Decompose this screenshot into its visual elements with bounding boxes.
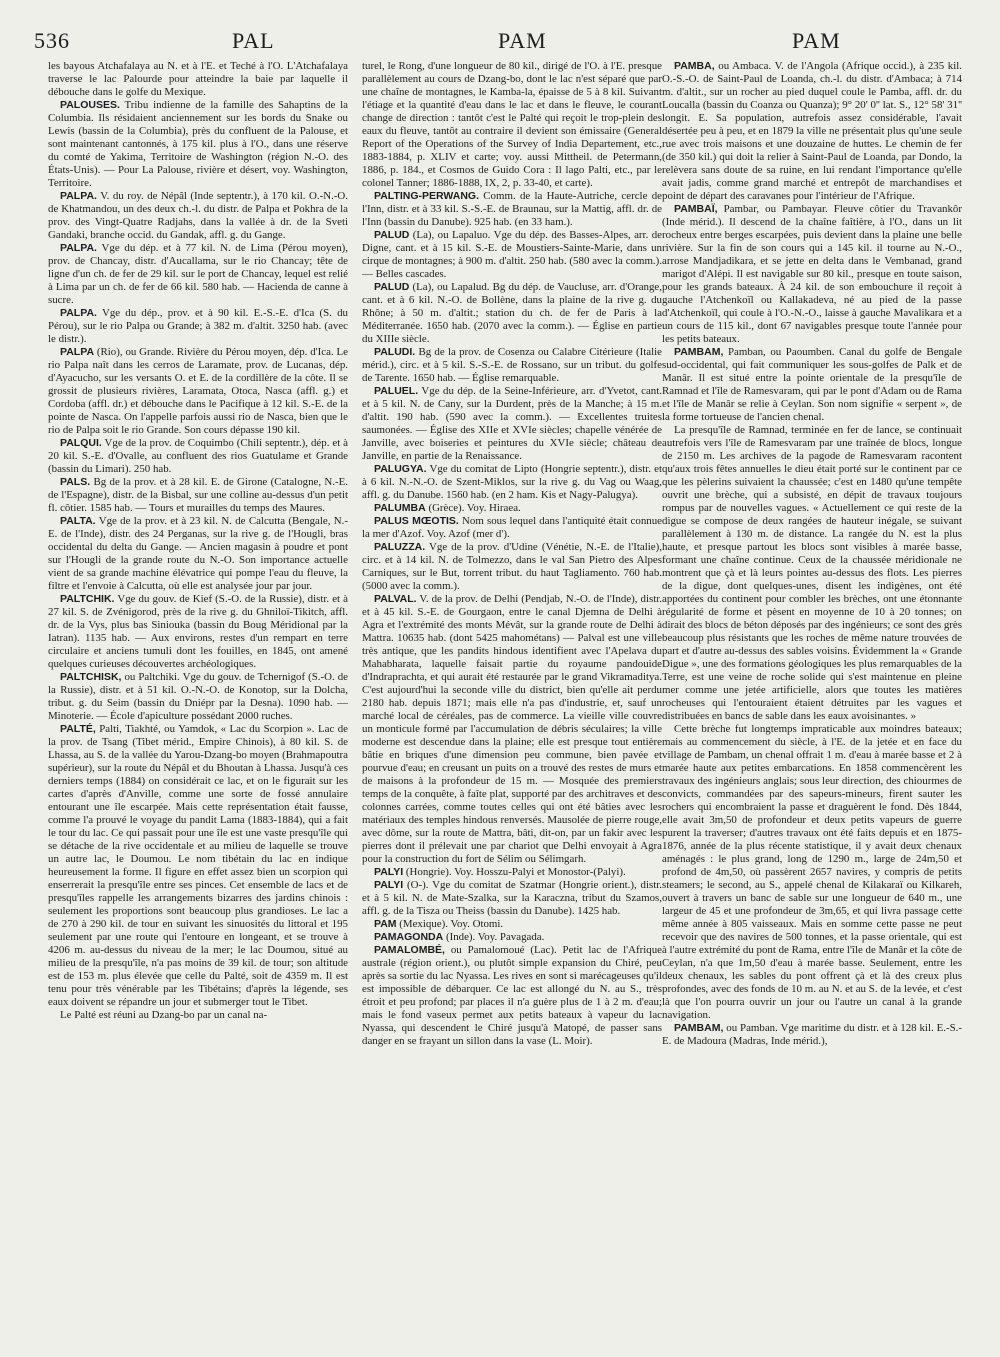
entry-text: Palti, Tiakhté, ou Yamdok, « Lac du Scorpion ». Lac de la prov. de Tsang (Tibet mérid., Empire Chinois), à 80 kil. S. de Lhassa, au S. de la vallée du Yarou-Dzang-bo moyen (Brahmapoutra supérieur), sur la route du Népâl et du Bhoutan à Lhassa. Jusqu'à ces derniers temps (1884) on considérait ce lac, et on le figurait sur les cartes d'après d'Anville, comme une sorte de fossé annulaire entourant une île escarpée. Mais cette représentation était fausse, comme l'a prouvé le voyage du pandit Lama (1883-1884), qui a fait le tour du lac. Ce qui passait pour une île est une vaste presqu'île qui se détache de la rive occidentale et au milieu de laquelle se trouve un autre lac, le Doumou. Le nom tibétain du lac en indique heureusement la forme. Il figure en effet assez bien un scorpion qui enserrerait la presqu'île entre ses pinces. Cet ensemble de lacs et de presqu'îles rappelle les arrangements bizarres des jardins chinois : seulement les proportions sont beaucoup plus grandioses. Le lac a de 270 à 290 kil. de tour en suivant les sinuosités du littoral et 195 seulement par une route qui l'entoure en longeant, et se trouve à 4206 m. au-dessus du niveau de la mer; le lac Doumou, situé au milieu de la presqu'île, n'a pas moins de 39 kil. de tour; son altitude est de 153 m. plus élevée que celle du Palté, soit de 4359 m. Il est tenu pour très vénérable par les Tibétains; d'après la légende, ses eaux doivent se répandre un jour et submerger tout le Tibet. xyxy=(48,723,348,1008)
entry-text: ou Pamalomoué (Lac). Petit lac de l'Afrique australe (région orient.), ou plutôt simple expansion du Chiré, peu après sa sortie du lac Nyassa. Les rives en sont si marécageuses qu'il est impossible de débarquer. Ce lac est allongé du N. au S., très étroit et peu profond; par places il n'a guère plus de 1 à 2 m. d'eau; mais le fond vaseux permet aux petits bateaux à vapeur du lac Nyassa, qui descendent le Chiré jusqu'à Matopé, de passer sans danger en se frayant un sillon dans la vase (L. Moir). xyxy=(362,944,662,1047)
dictionary-entry xyxy=(662,424,962,723)
entry-text: Nom sous lequel dans l'antiquité était connue la mer d'Azof. Voy. Azof (mer d'). xyxy=(362,515,662,540)
dictionary-entry xyxy=(362,931,662,944)
entry-headword: PAM xyxy=(374,918,397,930)
entry-text: (La), ou Lapaluo. Vge du dép. des Basses-Alpes, arr. de Digne, cant. et à 15 kil. S.-E. de Moustiers-Sainte-Marie, dans un cirque de montagnes; à 900 m. d'altit. 250 hab. (580 avec la comm.). — Belles cascades. xyxy=(362,229,662,280)
dictionary-entry xyxy=(362,515,662,541)
entry-text: Vge de la prov. d'Udine (Vénétie, N.-E. de l'Italie), circ. et à 14 kil. N. de Tolmezzo, dans le val San Pietro des Alpes Carniques, sur le But, torrent tribut. du haut Tagliamento. 760 hab. (5000 avec la comm.). xyxy=(362,541,662,592)
entry-headword: PALUEL. xyxy=(374,385,419,397)
entry-text: Pambar, ou Pambayar. Fleuve côtier du Travankôr (Inde mérid.). Il descend de la chaîne faîtière, à l'O., dans un lit rocheux entre berges escarpées, puis devient dans la plaine une belle rivière. Sur la fin de son cours qui a 145 kil. il tourne au N.-O., arrose Mandjadikara, et se jette en delta dans le Vembanad, grand marigot d'Alépi. Il est navigable sur 80 kil., presque en toute saison, pour les grands bateaux. À 24 kil. de son embouchure il reçoit à gauche l'Atchenkoïl ou Kallakadeva, né au pied de la passe d'Atchenkoïl, qui coule à l'O.-N.-O., laisse à gauche Mavalikara et a un cours de 115 kil., dont 67 navigables presque toute l'année pour les petits bateaux. xyxy=(662,203,962,345)
running-header xyxy=(0,0,1000,60)
entry-headword: PAMALOMBÉ, xyxy=(374,944,445,956)
entry-headword: PALPA. xyxy=(60,190,97,202)
dictionary-entry xyxy=(362,281,662,346)
running-head-center: PAM xyxy=(498,28,547,53)
dictionary-entry xyxy=(48,190,348,242)
entry-headword: PALTÉ, xyxy=(60,723,96,735)
entry-text: (Rio), ou Grande. Rivière du Pérou moyen, dép. d'Ica. Le rio Palpa naît dans les cerros de Laramate, prov. de Lucanas, dép. d'Ayacucho, sur les versants O. et E. de la cordillère de la côte. Il se grossit de plusieurs rivières, Laramata, Otoca, Nasca (affl. g.) et Cordoba (affl. dr.) et débouche dans le Pacifique à 12 kil. S.-E. de la pointe de Nasca. On l'appelle parfois aussi rio de Nasca, bien que le rio de Palpa soit le rio Grande. Son cours dépasse 190 kil. xyxy=(48,346,348,436)
running-head-right: PAM xyxy=(792,28,841,53)
entry-text: Vge de la prov. et à 23 kil. N. de Calcutta (Bengale, N.-E. de l'Inde), distr. des 24 Perganas, sur la rive g. de l'Hougli, bras occidental du delta du Gange. — Ancien magasin à poudre et pont sur l'Hougli de la grande route du N.-O. Son importance actuelle vient de sa grande machine élévatrice qui pompe l'eau du fleuve, la filtre et l'envoie à Calcutta, où elle est analysée jour par jour. xyxy=(48,515,348,592)
entry-text: (Mexique). Voy. Otomi. xyxy=(396,918,504,930)
dictionary-entry xyxy=(362,463,662,502)
dictionary-entry xyxy=(662,1022,962,1048)
page-number: 536 xyxy=(34,28,70,53)
entry-text: Pamban, ou Paoumben. Canal du golfe de Bengale sud-occidental, qui fait communiquer les sous-golfes de Palk et de Manâr. Il est situé entre la pointe orientale de la presqu'île de Ramnad et l'île de Ramesvaram, qui par le pont d'Adam ou de Rama et l'île de Manâr se relie à Ceylan. Son nom signifie « serpent », de la forme tortueuse de l'ancien chenal. xyxy=(662,346,962,423)
entry-headword: PAMBAM, xyxy=(674,1022,724,1034)
entry-headword: PALUMBA xyxy=(374,502,426,514)
dictionary-entry xyxy=(48,593,348,671)
dictionary-entry xyxy=(362,346,662,385)
entry-headword: PALQUI. xyxy=(60,437,102,449)
entry-text: (O-). Vge du comitat de Szatmar (Hongrie orient.), distr. et à 5 kil. N. de Mate-Szalka, sur la Karaczna, tribut du Szamos, affl. g. de la Tisza ou Theiss (bassin du Danube). 1425 hab. xyxy=(362,879,662,917)
entry-text: La presqu'île de Ramnad, terminée en fer de lance, se continuait autrefois vers l'île de Ramesvaram par une traînée de blocs, longue de 2150 m. Les archives de la pagode de Ramesvaram racontent qu'aux trois fêtes annuelles le dieu était porté sur le continent par ce que les pèlerins suivaient la chaussée; c'est en 1480 qu'une tempête ouvrit une brèche, qui a subsisté, en dépit de travaux toujours rompus par de nouvelles vagues. « Actuellement ce qui reste de la digue se compose de deux rangées de hauteur inégale, se suivant parallèlement à 130 m. de distance. La rangée du N. est la plus haute, et presque partout les blocs sont visibles à marée basse, formant une chaîne continue. Ceux de la chaussée méridionale ne montrent que çà et là leurs pointes au-dessus des flots. Les pierres de la digue, dont quelques-unes, disent les indigènes, ont été apportées du continent pour combler les brèches, ont une étonnante régularité de forme et pèsent en moyenne de 10 à 20 tonnes; on dirait des blocs de béton déposés par des ingénieurs; ce sont des grès beaucoup plus résistants que les roches de même nature trouvées de part et d'autre au-dessus des sables voisins. Évidemment la « Grande Digue », une des formations géologiques les plus remarquables de la Terre, est une veine de roche solide qui s'est maintenue en pleine mer comme une jetée artificielle, alors que toutes les matières rocheuses qui l'entouraient étaient détruites par les vagues et distribuées en bancs de sable dans les eaux avoisinantes. » xyxy=(662,424,962,722)
dictionary-entry xyxy=(662,346,962,424)
dictionary-entry xyxy=(48,307,348,346)
dictionary-entry xyxy=(362,502,662,515)
entry-headword: PALPA xyxy=(60,346,95,358)
entry-text: les bayous Atchafalaya au N. et à l'E. et Teché à l'O. L'Atchafalaya traverse le lac Palourde pour atteindre la baie par laquelle il débouche dans le golfe du Mexique. xyxy=(48,60,348,98)
column-3 xyxy=(662,60,962,1350)
entry-headword: PAMBAM, xyxy=(674,346,724,358)
entry-text: ou Pamban. Vge maritime du distr. et à 128 kil. E.-S.-E. de Madoura (Madras, Inde mérid.), xyxy=(662,1022,962,1047)
entry-text: ou Ambaca. V. de l'Angola (Afrique occid.), à 235 kil. O.-S.-O. de Saint-Paul de Loanda, ch.-l. du distr. d'Ambaca; à 714 m. d'altit., sur un rocher au pied duquel coule le Pamba, affl. dr. du Loucalla (bassin du Coanza ou Quanza); 9° 20' 0'' lat. S., 12° 58' 31'' longit. E. Sa population, autrefois assez considérable, l'avait désertée peu à peu, et en 1879 la ville ne présentait plus qu'une seule rue avec trois maisons et une douzaine de huttes. Le chemin de fer (de 350 kil.) qui doit la relier à Saint-Paul de Loanda, par Dondo, la relèvera sans doute de sa ruine, en lui rendant l'importance qu'elle avait jadis, comme grand marché et entrepôt de marchandises et point de départ des caravanes pour l'intérieur de l'Afrique. xyxy=(662,60,962,202)
entry-text: Vge du gouv. de Kief (S.-O. de la Russie), distr. et à 27 kil. S. de Zvénigorod, près de la rive g. du Ghniloï-Tikitch, affl. dr. de la Vys, plus bas Siniouka (bassin du Boug Méridional par la Iatran). 1135 hab. — Aux environs, restes d'un rempart en terre circulaire et anciens tumuli dont les fouilles, en 1845, ont amené quelques curieuses découvertes archéologiques. xyxy=(48,593,348,670)
entry-text: V. de la prov. de Delhi (Pendjab, N.-O. de l'Inde), distr. et à 45 kil. S.-E. de Gourgaon, entre le canal Djemna de Delhi à Agra et l'extrémité des monts Mévât, sur la grande route de Delhi à Mattra. 10635 hab. (dont 5425 mahométans) — Palval est une ville très antique, que les pandits hindous identifient avec l'Apelava du Mahabharata, laquelle faisait partie du royaume pandouide d'Indraprachta, et qui aurait été restaurée par le grand Vikramaditya. C'est aujourd'hui la seconde ville du district, bien qu'elle ait perdu 2180 hab. depuis 1871; mais elle n'a pas d'industrie, et, sauf un marché local de céréales, pas de commerce. La vieille ville couvre un monticule formé par l'accumulation de débris séculaires; la ville moderne est descendue dans la plaine; elle est presque tout entière bâtie en briques d'une dimension peu commune, bien pavée et pourvue d'eau; en creusant un puits on a trouvé des restes de murs et de maisons à la profondeur de 15 m. — Mosquée des premiers temps de la conquête, à faîte plat, supporté par des architraves et des colonnes carrées, comme toutes celles qui ont été bâties avec les matériaux des temples hindous renversés. Mausolée de pierre rouge, avec dôme, sur la route de Mattra, bâti, dit-on, par un fakir avec les pierres dont il prélevait une par chariot que Delhi envoyait à Agra pour la construction du fort de Sélim ou Sélimgarh. xyxy=(362,593,662,865)
column-2 xyxy=(362,60,662,1350)
entry-text: V. du roy. de Népâl (Inde septentr.), à 170 kil. O.-N.-O. de Khatmandou, un des deux ch.-l. du distr. de Palpa et Pokhra de la prov. des Vingt-Quatre Radjahs, dans la vallée à dr. de la Sveti Gandaki, branche occid. du Gandak, affl. g. du Gange. xyxy=(48,190,348,241)
dictionary-entry xyxy=(362,593,662,866)
dictionary-entry xyxy=(362,879,662,918)
entry-headword: PAMAGONDA xyxy=(374,931,444,943)
entry-headword: PALUGYA. xyxy=(374,463,427,475)
entry-headword: PALUZZA. xyxy=(374,541,426,553)
entry-headword: PALTA. xyxy=(60,515,96,527)
entry-headword: PALVAL. xyxy=(374,593,417,605)
entry-headword: PALTCHIK. xyxy=(60,593,115,605)
entry-text: Bg de la prov. et à 28 kil. E. de Girone (Catalogne, N.-E. de l'Espagne), distr. de la Bisbal, sur une colline au-dessus d'un petit fl. côtier. 1585 hab. — Tours et murailles du temps des Maures. xyxy=(48,476,348,514)
dictionary-entry xyxy=(48,99,348,190)
entry-headword: PALPA. xyxy=(60,307,97,319)
entry-text: Vge du dép., prov. et à 90 kil. E.-S.-E. d'Ica (S. du Pérou), sur le rio Palpa ou Grande; à 382 m. d'altit. 3250 hab. (avec le distr.). xyxy=(48,307,348,345)
dictionary-entry xyxy=(48,1009,348,1022)
entry-text: Le Palté est réuni au Dzang-bo par un canal na- xyxy=(60,1009,268,1021)
dictionary-entry xyxy=(48,242,348,307)
dictionary-entry xyxy=(362,60,662,190)
entry-text: turel, le Rong, d'une longueur de 80 kil., dirigé de l'O. à l'E. presque parallèlement au cours de Dzang-bo, dont le lac n'est séparé que par une chaîne de montagnes, le Kamba-la, épaisse de 5 à 8 kil. Suivant l'étiage et la quantité d'eau dans le lac et dans le fleuve, le courant change de direction : tantôt c'est le Palté qui reçoit le trop-plein des eaux du fleuve, tantôt au contraire il devient son émissaire (General Report of the Operations of the Survey of India Departement, etc., 1883-1884, p. XLIV et carte; voy. aussi Mittheil. de Petermann, 1886, p. 184., et Cosmos de Guido Cora : Il lago Palti, etc., par le colonel Tanner; 1886-1888, IX, 2, p. 33-40, et carte). xyxy=(362,60,662,189)
dictionary-entry xyxy=(48,476,348,515)
dictionary-entry xyxy=(662,203,962,346)
dictionary-entry xyxy=(362,190,662,229)
entry-headword: PALYI xyxy=(374,866,404,878)
dictionary-entry xyxy=(48,60,348,99)
entry-headword: PALTING-PERWANG. xyxy=(374,190,479,202)
entry-headword: PALTCHISK, xyxy=(60,671,122,683)
dictionary-entry xyxy=(362,229,662,281)
column-1 xyxy=(48,60,348,1350)
dictionary-entry xyxy=(362,918,662,931)
entry-headword: PALUS MŒOTIS. xyxy=(374,515,459,527)
entry-headword: PAMBAÏ, xyxy=(674,203,718,215)
running-head-left: PAL xyxy=(232,28,275,53)
dictionary-entry xyxy=(662,723,962,1022)
entry-text: Vge du comitat de Lipto (Hongrie septentr.), distr. et à 6 kil. N.-N.-O. de Szent-Miklos, sur la rive g. du Vag ou Waag, affl. g. du Danube. 1560 hab. (en 2 ham. Kis et Nagy-Palugya). xyxy=(362,463,662,501)
entry-headword: PAMBA, xyxy=(674,60,715,72)
entry-text: Vge du dép. et à 77 kil. N. de Lima (Pérou moyen), prov. de Chancay, distr. d'Aucallama, sur le rio Chancay; tête de ligne d'un ch. de fer de 29 kil. sur le port de Chancay, lequel est relié à Lima par un ch. de fer de 66 kil. 580 hab. — Hacienda de canne à sucre. xyxy=(48,242,348,306)
entry-text: Vge de la prov. de Coquimbo (Chili septentr.), dép. et à 20 kil. S.-E. d'Ovalle, au confluent des rios Guatulame et Grande (bassin du Limari). 250 hab. xyxy=(48,437,348,475)
dictionary-entry xyxy=(362,385,662,463)
dictionary-entry xyxy=(362,944,662,1048)
dictionary-entry xyxy=(48,437,348,476)
entry-text: Comm. de la Haute-Autriche, cercle de l'Inn, distr. et à 33 kil. S.-S.-E. de Braunau, sur la Mattig, affl. dr. de l'Inn (bassin du Danube). 925 hab. (en 33 ham.). xyxy=(362,190,662,228)
entry-text: ou Paltchiki. Vge du gouv. de Tchernigof (S.-O. de la Russie), distr. et à 51 kil. O.-N.-O. de Konotop, sur la Dolcha, tribut. g. du Seim (bassin du Dniépr par la Desna). 1090 hab. — Minoterie. — École d'apiculture possédant 2000 ruches. xyxy=(48,671,348,722)
entry-text: Vge du dép. de la Seine-Inférieure, arr. d'Yvetot, cant. et à 5 kil. N. de Cany, sur la Durdent, près de la Manche; à 15 m. d'altit. 190 hab. (590 avec la comm.). — Excellentes truites saumonées. — Église des XIIe et XVIe siècles; chapelle vénérée de Janville, avec boiseries et peintures du XVIe siècle; château de Janville, en partie de la Renaissance. xyxy=(362,385,662,462)
entry-headword: PALS. xyxy=(60,476,91,488)
dictionary-entry xyxy=(48,671,348,723)
entry-text: (La), ou Lapalud. Bg du dép. de Vaucluse, arr. d'Orange, cant. et à 6 kil. N.-O. de Bollène, dans la plaine de la rive g. du Rhône; à 50 m. d'altit.; station du ch. de fer de Paris à la Méditerranée. 1650 hab. (2070 avec la comm.). — Église en partie du XIIIe siècle. xyxy=(362,281,662,345)
dictionary-entry xyxy=(662,60,962,203)
entry-text: Bg de la prov. de Cosenza ou Calabre Citérieure (Italie mérid.), circ. et à 5 kil. S.-S.-E. de Rossano, sur un tribut. du golfe de Tarente. 1650 hab. — Église remarquable. xyxy=(362,346,662,384)
dictionary-entry xyxy=(362,866,662,879)
entry-text: (Hongrie). Voy. Hosszu-Palyi et Monostor-(Palyi). xyxy=(403,866,626,878)
entry-text: (Grèce). Voy. Hiraea. xyxy=(425,502,521,514)
entry-text: Tribu indienne de la famille des Sahaptins de la Columbia. Ils résidaient anciennement sur les bords du Snake ou Lewis (bassin de la Columbia), près du confluent de la Palouse, et sont maintenant cantonnés, à 175 kil. plus à l'O., dans une réserve du comté de Yakima, Territoire de Washington (région N.-O. des États-Unis). — Pour La Palouse, rivière et désert, voy. Washington, Territoire. xyxy=(48,99,348,189)
dictionary-entry xyxy=(48,346,348,437)
dictionary-entry xyxy=(48,723,348,1009)
entry-headword: PALUDI. xyxy=(374,346,416,358)
entry-headword: PALOUSES. xyxy=(60,99,120,111)
entry-headword: PALUD xyxy=(374,281,410,293)
entry-text: (Inde). Voy. Pavagada. xyxy=(443,931,545,943)
entry-headword: PALPA. xyxy=(60,242,97,254)
dictionary-entry xyxy=(362,541,662,593)
dictionary-entry xyxy=(48,515,348,593)
entry-headword: PALUD xyxy=(374,229,410,241)
entry-text: Cette brèche fut longtemps impraticable aux moindres bateaux; mais au commencement du siècle, à l'E. de la jetée et en face du village de Pambam, un chenal offrait 1 m. d'eau à marée basse et 2 à marée haute aux petites embarcations. En 1858 commencèrent les travaux des ingénieurs anglais; sous leur direction, des chiourmes de convicts, commandées par des sapeurs-mineurs, firent sauter les rochers qui encombraient la passe et draguèrent le fond. Dès 1844, elle avait 3m,50 de profondeur et deux petits vapeurs de guerre purent la traverser; d'autres travaux ont été faits depuis et en 1875-1876, année de la plus récente statistique, il y avait deux chenaux aménagés : le plus grand, long de 1290 m., large de 24m,50 et profond de 4m,50, où passèrent 2657 navires, y compris de petits steamers; le second, au S., appelé chenal de Kilakaraï ou Kilkareh, ouvert à travers un banc de sable sur une longueur de 640 m., une largeur de 45 et une profondeur de 3m,65, et qui livra passage cette même année à 805 vaisseaux. Mais en somme cette passe ne peut recevoir que des navires de 500 tonnes, et la passe orientale, qui est à l'autre extrémité du pont de Rama, entre l'île de Manâr et la côte de Ceylan, n'a que 1m,50 d'eau à marée basse. Seulement, entre les deux chenaux, les sables du pont offrent çà et là des creux plus profondes, avec des fonds de 10 m. au N. et au S. de la levée, et c'est là que l'on pourra ouvrir un jour ou l'autre un canal à la grande navigation. xyxy=(662,723,962,1021)
entry-headword: PALYI xyxy=(374,879,404,891)
